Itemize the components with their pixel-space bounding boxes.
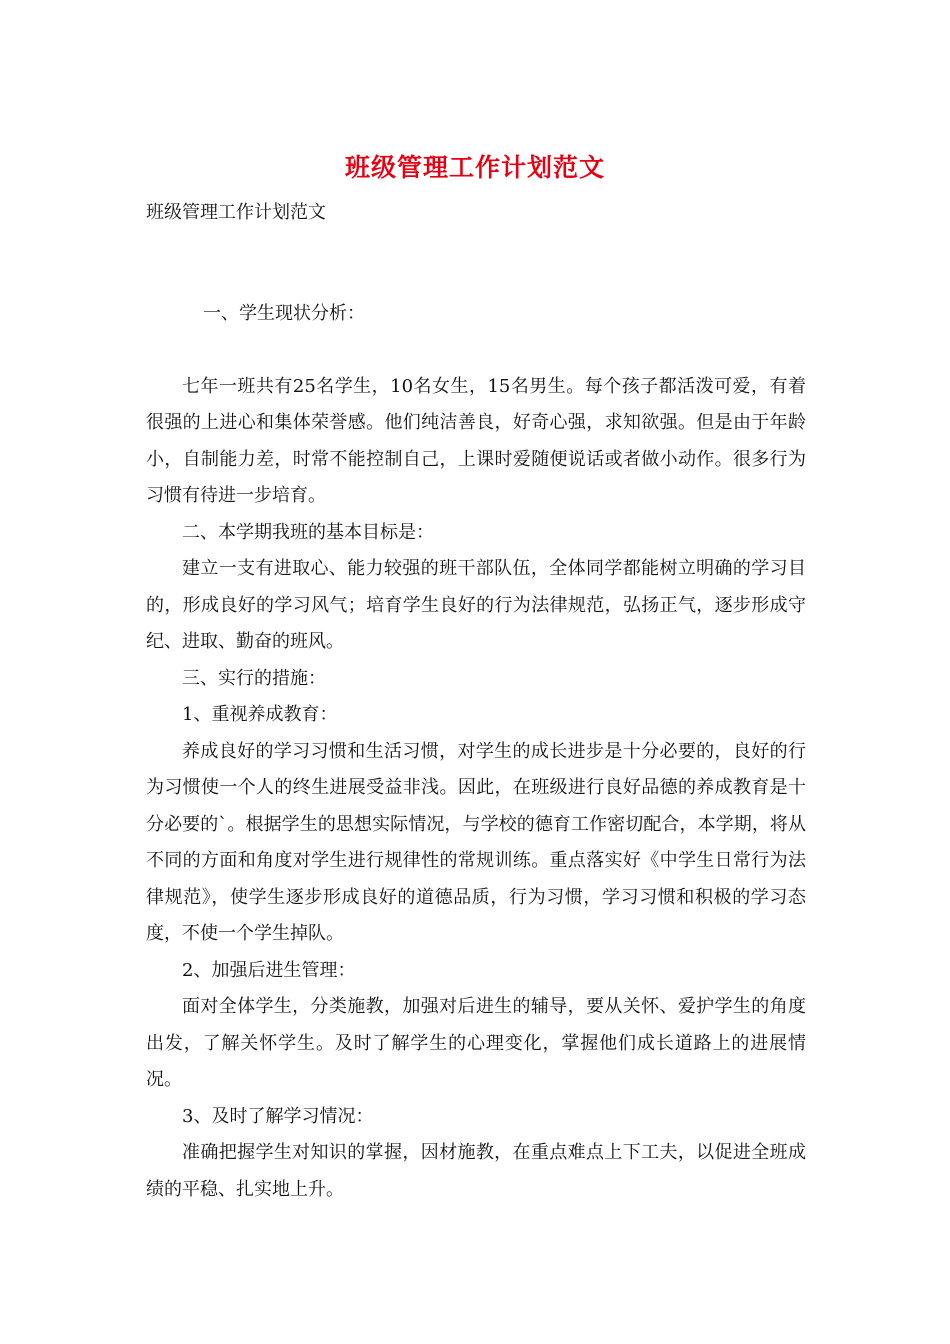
section-heading-1: 一、学生现状分析： <box>203 303 365 324</box>
section-heading-3: 三、实行的措施： <box>182 667 326 689</box>
document-body <box>146 296 806 1208</box>
paragraph-habit-education: 养成良好的学习习惯和生活习惯，对学生的成长进步是十分必要的，良好的行为习惯使一个人的终生进展受益非浅。因此，在班级进行良好品德的养成教育是十分必要的`。根据学生的思想实际情况，与学校的德育工作密切配合，本学期，将从不同的方面和角度对学生进行规律性的常规训练。重点落实好《中学生日常行为法律规范》，使学生逐步形成良好的道德品质，行为习惯，学习习惯和积极的学习态度，不使一个学生掉队。 <box>146 740 806 944</box>
paragraph-student-analysis: 七年一班共有25名学生，10名女生，15名男生。每个孩子都活泼可爱，有着很强的上进心和集体荣誉感。他们纯洁善良，好奇心强，求知欲强。但是由于年龄小，自制能力差，时常不能控制自己，上课时爱随便说话或者做小动作。很多行为习惯有待进一步培育。 <box>146 375 806 506</box>
paragraph-semester-goals: 建立一支有进取心、能力较强的班干部队伍，全体同学都能树立明确的学习目的，形成良好的学习风气；培育学生良好的行为法律规范，弘扬正气，逐步形成守纪、进取、勤奋的班风。 <box>146 558 806 652</box>
paragraph-underachiever-management: 面对全体学生，分类施教，加强对后进生的辅导，要从关怀、爱护学生的角度出发，了解关怀学生。及时了解学生的心理变化，掌握他们成长道路上的进展情况。 <box>146 996 806 1090</box>
paragraph-learning-status: 准确把握学生对知识的掌握，因材施教，在重点难点上下工夫，以促进全班成绩的平稳、扎实地上升。 <box>146 1142 806 1200</box>
subheading-underachiever-management: 2、加强后进生管理： <box>182 959 356 981</box>
document-subtitle: 班级管理工作计划范文 <box>146 202 326 223</box>
document-title: 班级管理工作计划范文 <box>344 153 605 182</box>
subheading-habit-education: 1、重视养成教育： <box>182 704 338 725</box>
subheading-learning-status: 3、及时了解学习情况： <box>182 1105 374 1127</box>
section-heading-2: 二、本学期我班的基本目标是： <box>182 521 434 543</box>
